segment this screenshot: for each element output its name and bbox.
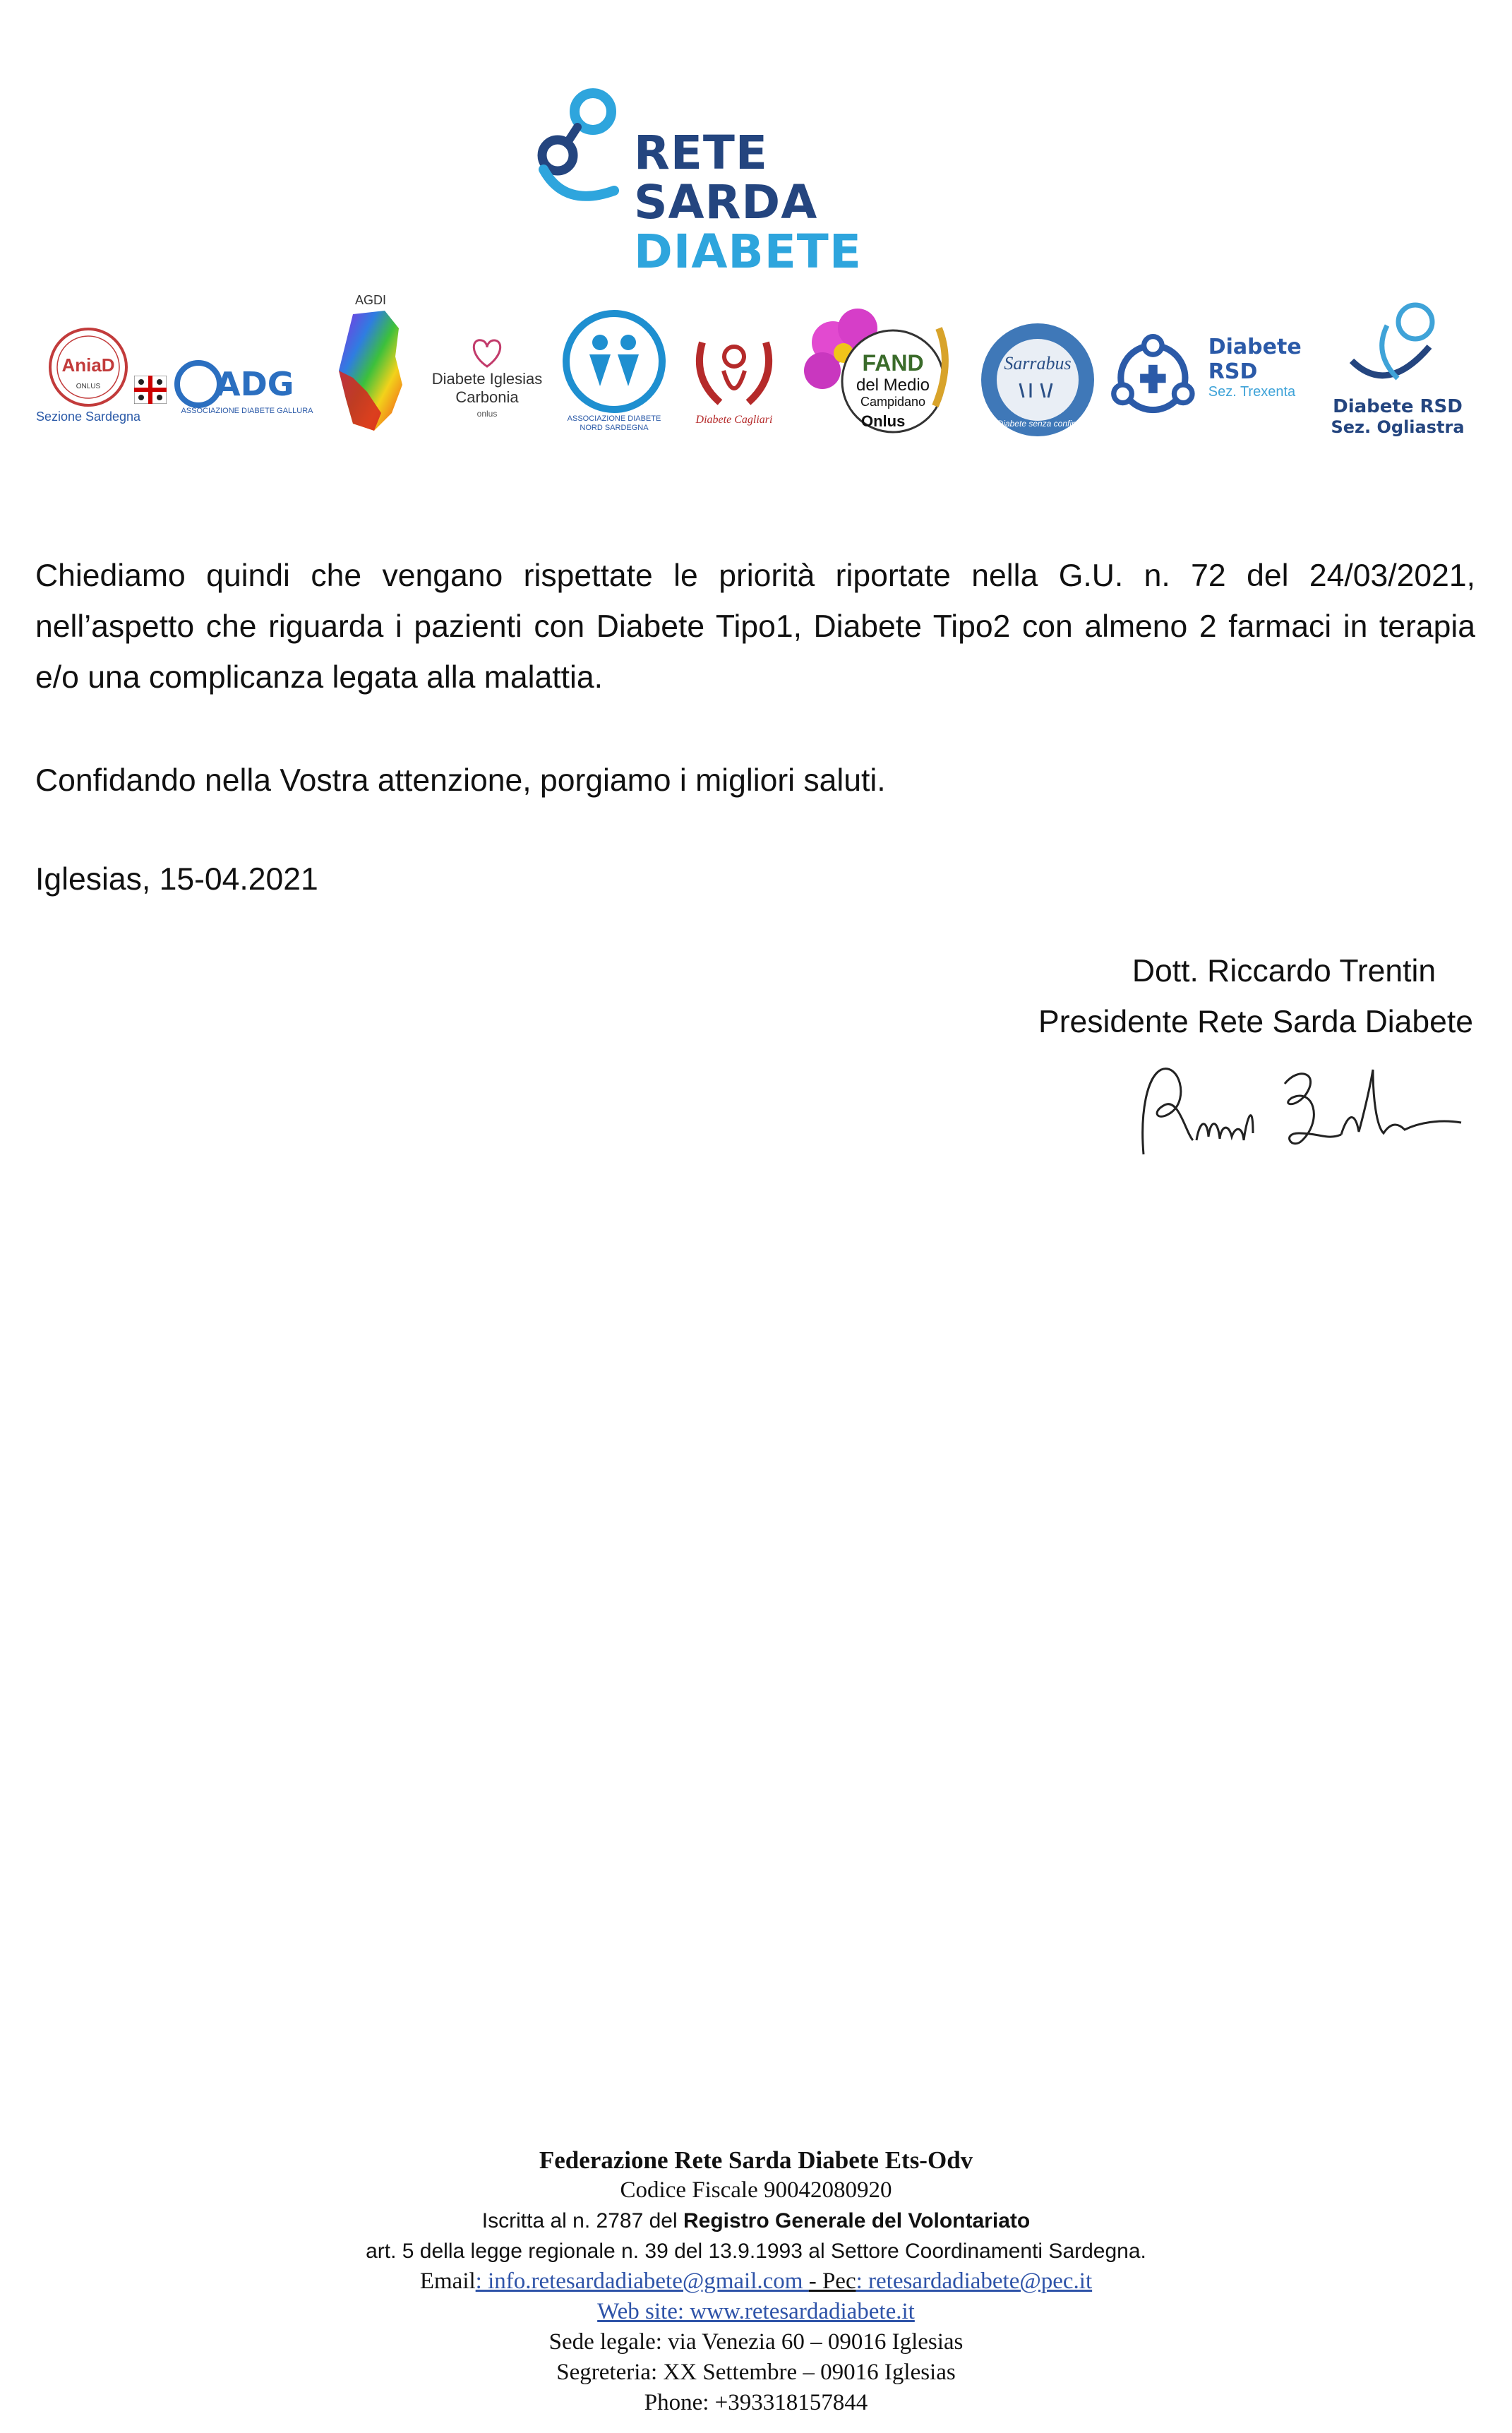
svg-text:Sarrabus: Sarrabus [1004,352,1072,373]
paragraph-closing-greeting: Confidando nella Vostra attenzione, porgiamo i migliori saluti. [35,763,886,798]
logo-wordmark [634,128,862,277]
sardinia-flag-icon [134,376,167,404]
fand-caption: Onlus [861,412,906,430]
agdi-logo [328,289,413,438]
diabete-iglesias-carbonia-caption: onlus [476,409,498,419]
signer-name: Dott. Riccardo Trentin [1132,954,1436,988]
footer-website-link[interactable]: Web site: www.retesardadiabete.it [597,2299,915,2324]
association-logos-strip [28,289,1482,452]
nord-sardegna-caption: ASSOCIAZIONE DIABETE NORD SARDEGNA [567,414,661,432]
diabete-iglesias-carbonia-logo [416,325,558,431]
nord-sardegna-logo [551,304,678,438]
rsd-ogliastra-name: Diabete RSD [1333,396,1463,417]
footer-email-link[interactable]: : info.retesardadiabete@gmail.com [475,2268,809,2294]
cagliari-figure-icon [688,328,780,413]
footer-fiscal-code: Codice Fiscale 90042080920 [620,2177,892,2203]
footer-phone: Phone: +393318157844 [644,2390,868,2415]
signer-role: Presidente Rete Sarda Diabete [1038,1005,1473,1039]
sarrabus-caption: Diabete senza confini [997,419,1079,429]
aniad-caption: Sezione Sardegna [35,410,141,424]
footer-law: art. 5 della legge regionale n. 39 del 13.9.1993 al Settore Coordinamenti Sardegna. [366,2240,1146,2263]
footer-org-name: Federazione Rete Sarda Diabete Ets-Odv [539,2146,973,2174]
diabete-cagliari-caption: Diabete Cagliari [695,414,773,426]
footer-registry-bold: Registro Generale del Volontariato [683,2209,1031,2232]
footer-registry [0,2206,1512,2236]
logo-line-rete: RETE [634,126,769,180]
signature-block [1038,946,1473,1048]
adg-logo [173,353,321,424]
logo-line-sarda: SARDA [634,175,818,229]
agdi-caption: AGDI [354,293,386,307]
ogliastra-figure-icon [1345,297,1451,396]
footer-email-label: Email [419,2268,476,2294]
diabete-iglesias-carbonia-name: Diabete Iglesias Carbonia [431,370,543,406]
svg-text:del Medio: del Medio [856,376,930,395]
svg-text:FAND: FAND [862,350,924,376]
logo-line-diabete: DIABETE [634,225,862,279]
aniad-logo [35,321,141,427]
trexenta-circle-icon [1105,328,1201,427]
footer-contacts [0,2266,1512,2297]
adg-wordmark-icon [173,359,321,408]
svg-text:ADG: ADG [215,365,294,403]
adg-caption: ASSOCIAZIONE DIABETE GALLURA [181,407,313,415]
footer-legal-seat: Sede legale: via Venezia 60 – 09016 Iglesias [548,2329,964,2355]
footer-registry-prefix: Iscritta al n. 2787 del [481,2209,683,2232]
letterhead-footer [0,2145,1512,2418]
diabete-rsd-trexenta-logo [1105,328,1345,427]
rsd-trexenta-name: Diabete RSD [1208,334,1302,384]
footer-secretariat: Segreteria: XX Settembre – 09016 Iglesias [556,2360,956,2385]
sardinia-island-icon [332,307,409,434]
footer-pec-sep: - Pec [808,2268,856,2294]
svg-text:ONLUS: ONLUS [76,383,101,390]
footer-pec-link[interactable]: : retesardadiabete@pec.it [856,2268,1093,2294]
network-circles-icon [536,85,635,205]
diabete-cagliari-logo [681,321,787,434]
sarrabus-logo [974,318,1101,441]
svg-text:AniaD: AniaD [61,354,115,376]
svg-text:Campidano: Campidano [860,395,926,409]
place-and-date: Iglesias, 15-04.2021 [35,862,318,897]
diabete-rsd-ogliastra-logo [1327,293,1468,441]
aniad-circle-icon [46,325,131,410]
paragraph-priority-request: Chiediamo quindi che vengano rispettate le priorità riportate nella G.U. n. 72 del 24/03/2021, nell’aspetto che riguarda i pazienti con Diabete Tipo1, Diabete Tipo2 con almeno 2 farmaci in terapia e/o una complicanza legata alla malattia. [35,558,1475,695]
handwritten-signature [1129,1056,1468,1183]
heart-outline-icon [466,335,508,370]
rsd-ogliastra-caption: Sez. Ogliastra [1331,417,1465,437]
rsd-trexenta-caption: Sez. Trexenta [1208,383,1296,400]
people-circle-icon [561,309,667,414]
rete-sarda-diabete-logo [536,79,889,279]
fand-logo [794,300,971,441]
